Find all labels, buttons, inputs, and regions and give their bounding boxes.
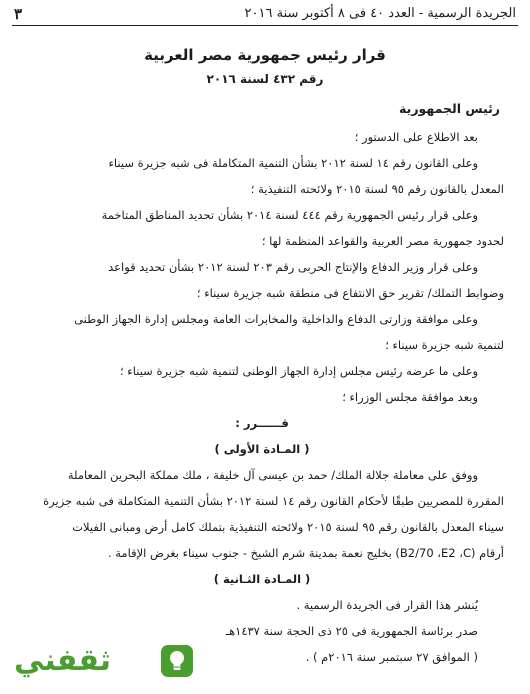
president-label: رئيس الجمهورية xyxy=(399,101,500,116)
article-two-heading: ( المـادة الثـانية ) xyxy=(213,572,311,586)
text-line: وعلى قرار رئيس الجمهورية رقم ٤٤٤ لسنة ٢٠١٤ بشأن تحديد المناطق المتاخمة xyxy=(101,208,478,222)
text-line: وعلى القانون رقم ١٤ لسنة ٢٠١٢ بشأن التنمية المتكاملة فى شبه جزيرة سيناء xyxy=(108,156,478,170)
text-line: وعلى قرار وزير الدفاع والإنتاج الحربى رقم ٢٠٣ لسنة ٢٠١٢ بشأن تحديد قواعد xyxy=(108,260,478,274)
text-line: ووفق على معاملة جلالة الملك/ حمد بن عيسى آل خليفة ، ملك مملكة البحرين المعاملة xyxy=(67,468,478,482)
page-number: ٣ xyxy=(14,5,23,23)
text-line: وعلى ما عرضه رئيس مجلس إدارة الجهاز الوطنى لتنمية شبه جزيرة سيناء ؛ xyxy=(120,364,478,378)
gazette-header xyxy=(14,4,516,24)
text-line: المعدل بالقانون رقم ٩٥ لسنة ٢٠١٥ ولائحته التنفيذية ؛ xyxy=(250,182,504,196)
issue-date-line: صدر برئاسة الجمهورية فى ٢٥ ذى الحجة سنة ١٤٣٧هـ xyxy=(225,624,478,638)
text-line: لتنمية شبه جزيرة سيناء ؛ xyxy=(385,338,504,352)
text-line: المقررة للمصريين طبقًا لأحكام القانون رقم ١٤ لسنة ٢٠١٢ بشأن التنمية المتكاملة فى شبه جزيرة xyxy=(43,494,504,508)
decree-title: قرار رئيس جمهورية مصر العربية xyxy=(144,46,386,64)
decided-heading: قــــــرر : xyxy=(235,416,289,430)
decree-number: رقم ٤٣٢ لسنة ٢٠١٦ xyxy=(206,72,324,86)
text-line: لحدود جمهورية مصر العربية والقواعد المنظمة لها ؛ xyxy=(261,234,504,248)
site-watermark-logo xyxy=(14,638,194,684)
text-line: يُنشر هذا القرار فى الجريدة الرسمية . xyxy=(296,598,478,612)
lightbulb-icon xyxy=(160,644,194,678)
text-line: وبعد موافقة مجلس الوزراء ؛ xyxy=(342,390,478,404)
logo-text: ثقفني xyxy=(14,643,112,678)
header-divider xyxy=(12,25,518,26)
decree-body xyxy=(20,124,504,670)
text-line: سيناء المعدل بالقانون رقم ٩٥ لسنة ٢٠١٥ ولائحته التنفيذية بتملك كامل أرض ومبانى الفيلات xyxy=(72,520,504,534)
header-text: الجريدة الرسمية - العدد ٤٠ فى ٨ أكتوبر سنة ٢٠١٦ xyxy=(244,6,516,21)
text-line: وضوابط التملك/ تقرير حق الانتفاع فى منطقة شبه جزيرة سيناء ؛ xyxy=(196,286,504,300)
article-one-heading: ( المـادة الأولى ) xyxy=(214,442,310,456)
text-line: وعلى موافقة وزارتى الدفاع والداخلية والمخابرات العامة ومجلس إدارة الجهاز الوطنى xyxy=(74,312,478,326)
text-line: أرقام (B2/70 ،E2 ،C) بخليج نعمة بمدينة شرم الشيخ - جنوب سيناء بغرض الإقامة . xyxy=(107,546,504,560)
text-line: بعد الاطلاع على الدستور ؛ xyxy=(354,130,478,144)
gregorian-date-line: ( الموافق ٢٧ سبتمبر سنة ٢٠١٦م ) . xyxy=(305,650,478,664)
